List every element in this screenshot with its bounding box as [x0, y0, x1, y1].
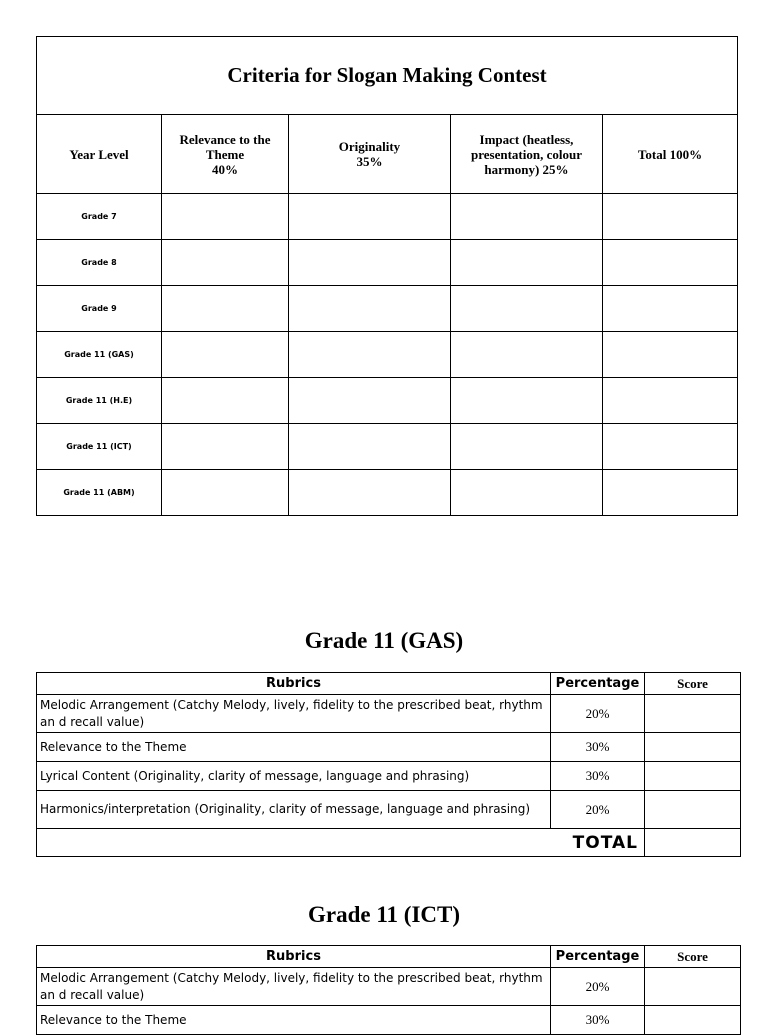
- grade-row: [37, 378, 738, 424]
- header-impact-line1: Impact (heatless,: [479, 131, 574, 147]
- score-cell: [645, 791, 741, 829]
- score-cell: [162, 240, 289, 286]
- table-row: [37, 733, 741, 762]
- header-originality-line2: 35%: [356, 154, 383, 169]
- score-cell: [451, 378, 603, 424]
- table-row: [37, 762, 741, 791]
- score-cell: [603, 470, 738, 516]
- grade-label: Grade 11 (H.E): [37, 378, 162, 424]
- rubric-description: Harmonics/interpretation (Originality, clarity of message, language and phrasing): [37, 791, 551, 829]
- header-relevance-line2: Theme: [205, 146, 245, 162]
- header-score: Score: [645, 946, 741, 968]
- score-cell: [645, 968, 741, 1006]
- score-cell: [645, 762, 741, 791]
- header-relevance: [162, 115, 289, 194]
- score-cell: [603, 286, 738, 332]
- score-cell: [603, 194, 738, 240]
- header-percentage: Percentage: [551, 946, 645, 968]
- header-impact: [451, 115, 603, 194]
- criteria-table: [36, 36, 738, 516]
- rubric-percentage: 30%: [551, 1006, 645, 1035]
- rubric-description: Melodic Arrangement (Catchy Melody, lively, fidelity to the prescribed beat, rhythm an d recall value): [37, 695, 551, 733]
- rubric-percentage: 20%: [551, 968, 645, 1006]
- score-cell: [603, 378, 738, 424]
- score-cell: [162, 286, 289, 332]
- rubric-percentage: 30%: [551, 762, 645, 791]
- header-originality-line1: Originality: [338, 139, 401, 154]
- score-cell: [603, 424, 738, 470]
- score-cell: [289, 286, 451, 332]
- header-rubrics: Rubrics: [37, 673, 551, 695]
- rubric-description: Relevance to the Theme: [37, 733, 551, 762]
- score-cell: [645, 695, 741, 733]
- criteria-title: Criteria for Slogan Making Contest: [37, 37, 738, 115]
- table-row: [37, 968, 741, 1006]
- rubric-percentage: 30%: [551, 733, 645, 762]
- rubric-percentage: 20%: [551, 791, 645, 829]
- grade-label: Grade 8: [37, 240, 162, 286]
- rubric-percentage: 20%: [551, 695, 645, 733]
- rubric-table-ict: [36, 945, 741, 1035]
- score-cell: [162, 332, 289, 378]
- score-cell: [289, 332, 451, 378]
- grade-label: Grade 11 (ICT): [37, 424, 162, 470]
- score-cell: [603, 332, 738, 378]
- score-cell: [645, 1006, 741, 1035]
- table-row: [37, 1006, 741, 1035]
- table-row: [37, 791, 741, 829]
- score-cell: [289, 424, 451, 470]
- score-cell: [289, 240, 451, 286]
- grade-label: Grade 11 (ABM): [37, 470, 162, 516]
- grade-row: [37, 286, 738, 332]
- total-label: TOTAL: [37, 829, 645, 857]
- score-cell: [645, 733, 741, 762]
- score-cell: [451, 194, 603, 240]
- total-score-cell: [645, 829, 741, 857]
- grade-label: Grade 11 (GAS): [37, 332, 162, 378]
- score-cell: [289, 194, 451, 240]
- header-impact-line2: presentation, colour: [471, 146, 582, 162]
- header-impact-line3: harmony) 25%: [484, 161, 569, 177]
- grade-row: [37, 240, 738, 286]
- grade-row: [37, 332, 738, 378]
- grade-label: Grade 9: [37, 286, 162, 332]
- total-row: [37, 829, 741, 857]
- score-cell: [162, 194, 289, 240]
- rubric-table-gas: [36, 672, 741, 857]
- section-title-ict: Grade 11 (ICT): [307, 902, 461, 927]
- grade-row: [37, 470, 738, 516]
- header-relevance-line3: 40%: [212, 161, 238, 177]
- score-cell: [451, 240, 603, 286]
- header-year-level: Year Level: [37, 115, 162, 194]
- header-rubrics: Rubrics: [37, 946, 551, 968]
- score-cell: [451, 424, 603, 470]
- score-cell: [162, 470, 289, 516]
- score-cell: [451, 332, 603, 378]
- header-relevance-line1: Relevance to the: [179, 131, 271, 147]
- rubric-description: Relevance to the Theme: [37, 1006, 551, 1035]
- header-originality: [289, 115, 451, 194]
- section-title-gas: Grade 11 (GAS): [304, 628, 464, 653]
- score-cell: [451, 470, 603, 516]
- score-cell: [451, 286, 603, 332]
- rubric-description: Melodic Arrangement (Catchy Melody, lively, fidelity to the prescribed beat, rhythm an d recall value): [37, 968, 551, 1006]
- grade-row: [37, 424, 738, 470]
- score-cell: [162, 424, 289, 470]
- table-row: [37, 695, 741, 733]
- score-cell: [289, 378, 451, 424]
- header-percentage: Percentage: [551, 673, 645, 695]
- rubric-description: Lyrical Content (Originality, clarity of message, language and phrasing): [37, 762, 551, 791]
- grade-label: Grade 7: [37, 194, 162, 240]
- score-cell: [603, 240, 738, 286]
- header-score: Score: [645, 673, 741, 695]
- grade-row: [37, 194, 738, 240]
- score-cell: [289, 470, 451, 516]
- score-cell: [162, 378, 289, 424]
- header-total: Total 100%: [603, 115, 738, 194]
